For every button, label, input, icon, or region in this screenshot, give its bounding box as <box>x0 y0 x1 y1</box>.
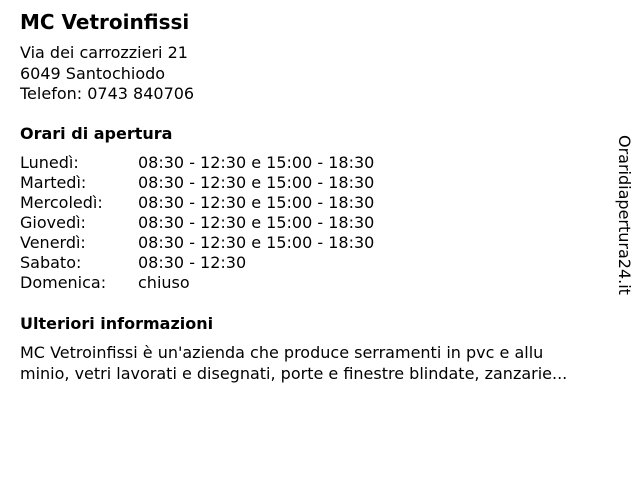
time-value: 08:30 - 12:30 <box>138 253 247 272</box>
hours-row-monday <box>20 153 374 173</box>
time-value: 08:30 - 12:30 e 15:00 - 18:30 <box>138 193 375 212</box>
day-label: Venerdì: <box>20 233 86 252</box>
more-info-heading: Ulteriori informazioni <box>20 314 214 333</box>
description-line: MC Vetroinfissi è un'azienda che produce serramenti in pvc e allu <box>20 343 544 362</box>
hours-row-tuesday <box>20 173 374 193</box>
hours-row-thursday <box>20 213 374 233</box>
time-value: 08:30 - 12:30 e 15:00 - 18:30 <box>138 213 375 232</box>
hours-row-wednesday <box>20 193 374 213</box>
business-address <box>20 43 194 105</box>
day-label: Sabato: <box>20 253 82 272</box>
hours-row-sunday <box>20 273 374 293</box>
time-value: 08:30 - 12:30 e 15:00 - 18:30 <box>138 153 375 172</box>
watermark-text: Oraridiapertura24.it <box>615 135 634 295</box>
opening-hours-heading: Orari di apertura <box>20 124 173 143</box>
hours-row-friday <box>20 233 374 253</box>
day-label: Lunedì: <box>20 153 79 172</box>
day-label: Giovedì: <box>20 213 86 232</box>
time-value: 08:30 - 12:30 e 15:00 - 18:30 <box>138 233 375 252</box>
day-label: Mercoledì: <box>20 193 103 212</box>
phone-number: Telefon: 0743 840706 <box>20 84 195 103</box>
address-city: 6049 Santochiodo <box>20 63 166 83</box>
time-value: 08:30 - 12:30 e 15:00 - 18:30 <box>138 173 375 192</box>
description-line: minio, vetri lavorati e disegnati, porte e finestre blindate, zanzarie... <box>20 363 568 383</box>
address-street: Via dei carrozzieri 21 <box>20 43 188 62</box>
opening-hours-table <box>20 153 374 293</box>
business-name: MC Vetroinfissi <box>20 10 190 34</box>
day-label: Martedì: <box>20 173 87 192</box>
business-description <box>20 343 620 384</box>
day-label: Domenica: <box>20 273 107 292</box>
time-value: chiuso <box>138 273 190 292</box>
site-watermark <box>612 135 636 310</box>
hours-row-saturday <box>20 253 374 273</box>
